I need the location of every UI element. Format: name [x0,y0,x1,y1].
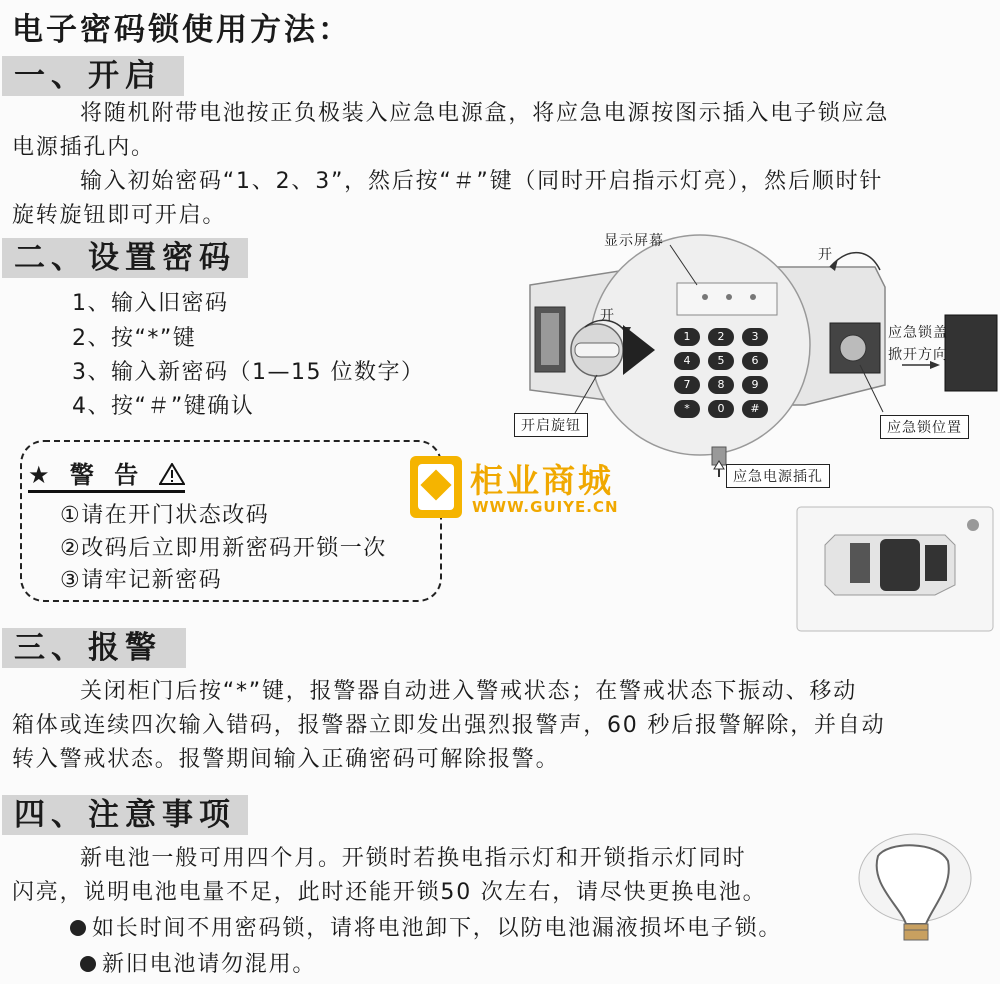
warning-heading [28,455,185,490]
keypad-key-star: * [674,400,700,418]
alarm-line-2: 箱体或连续四次输入错码，报警器立即发出强烈报警声，60 秒后报警解除，并自动 [12,713,886,738]
power-socket-label: 应急电源插孔 [726,464,830,488]
keypad-key-hash: # [742,400,768,418]
light-bulb-icon [848,826,982,946]
warning-item-1: ①请在开门状态改码 [60,503,270,528]
cover-label-line-1: 应急锁盖 [888,325,948,341]
safe-illustration [795,505,995,633]
step-4: 4、按“＃”键确认 [72,394,255,419]
keypad-key-4: 4 [674,352,700,370]
section-heading-set-password: 二、设置密码 [2,238,248,278]
open-arrow-top-label: 开 [818,247,833,263]
page-title: 电子密码锁使用方法： [12,12,352,48]
warning-item-3: ③请牢记新密码 [60,568,223,593]
notes-bullet-1-text: 如长时间不用密码锁，请将电池卸下，以防电池漏液损坏电子锁。 [92,916,783,941]
notes-bullet-2 [80,948,316,982]
alarm-line-1: 关闭柜门后按“*”键，报警器自动进入警戒状态；在警戒状态下振动、移动 [80,679,857,704]
watermark-text: 柜业商城 [470,461,614,500]
warning-item-2: ②改码后立即用新密码开锁一次 [60,536,387,561]
notes-line-1: 新电池一般可用四个月。开锁时若换电指示灯和开锁指示灯同时 [80,846,747,871]
keypad-key-7: 7 [674,376,700,394]
knob-label: 开启旋钮 [514,413,588,437]
bullet-icon [70,920,86,936]
open-paragraph-2-line-1: 输入初始密码“1、2、3”，然后按“＃”键（同时开启指示灯亮），然后顺时针 [80,169,884,194]
star-icon: ★ [28,461,56,489]
section-heading-open: 一、开启 [2,56,184,96]
section-heading-alarm: 三、报警 [2,628,186,668]
keypad-key-3: 3 [742,328,768,346]
keypad-key-9: 9 [742,376,768,394]
display-screen-label: 显示屏幕 [604,233,664,249]
watermark-url: WWW.GUIYE.CN [472,498,619,516]
open-paragraph-1-line-1: 将随机附带电池按正负极装入应急电源盒，将应急电源按图示插入电子锁应急 [80,101,890,126]
open-paragraph-1-line-2: 电源插孔内。 [12,135,155,160]
open-arrow-knob-label: 开 [600,308,615,324]
alarm-line-3: 转入警戒状态。报警期间输入正确密码可解除报警。 [12,747,560,772]
warning-label: 警 告 [69,461,145,489]
keypad-key-8: 8 [708,376,734,394]
cover-label-line-2: 掀开方向 [888,347,948,363]
keypad-key-6: 6 [742,352,768,370]
notes-line-2: 闪亮，说明电池电量不足，此时还能开锁50 次左右，请尽快更换电池。 [12,880,767,905]
keypad-key-5: 5 [708,352,734,370]
open-paragraph-2-line-2: 旋转旋钮即可开启。 [12,203,227,228]
notes-bullet-1 [70,912,782,946]
step-3: 3、输入新密码（1—15 位数字） [72,360,425,385]
bullet-icon [80,956,96,972]
keypad-key-1: 1 [674,328,700,346]
step-1: 1、输入旧密码 [72,291,229,316]
warning-triangle-icon [159,463,185,485]
guiye-logo-icon [408,454,464,520]
emergency-lock-position-label: 应急锁位置 [880,415,969,439]
keypad-key-2: 2 [708,328,734,346]
keypad-key-0: 0 [708,400,734,418]
section-heading-notes: 四、注意事项 [2,795,248,835]
notes-bullet-2-text: 新旧电池请勿混用。 [102,952,317,977]
step-2: 2、按“*”键 [72,326,197,351]
keypad [674,328,784,428]
